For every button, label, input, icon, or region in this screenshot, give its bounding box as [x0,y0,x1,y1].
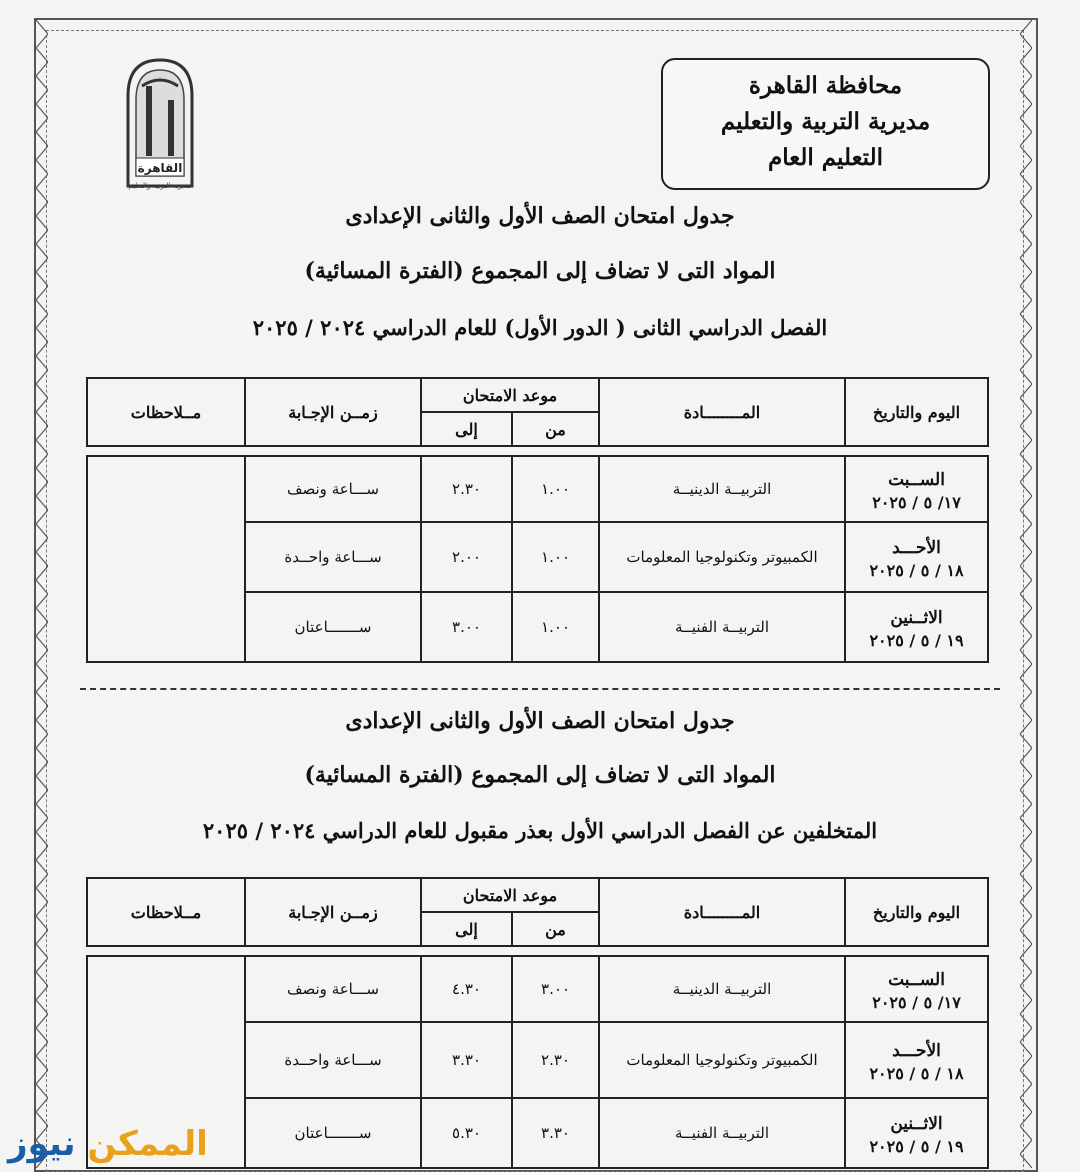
duration-cell: ســـــــاعتان [245,1098,421,1168]
exam-schedule-table-1 [86,377,989,663]
section-divider [80,688,1000,690]
header-subject: المــــــــادة [599,878,845,946]
duration-cell: ســـاعة واحــدة [245,1022,421,1098]
decorative-border-right [1020,20,1032,1168]
header-day-date: اليوم والتاريخ [845,378,988,446]
subject-cell: الكمبيوتر وتكنولوجيا المعلومات [599,522,845,592]
day-date-cell: الاثــنين ١٩ / ٥ / ٢٠٢٥ [845,592,988,662]
exam-schedule-table-2 [86,877,989,1169]
to-cell: ٣.٣٠ [421,1022,512,1098]
duration-cell: ســـاعة ونصف [245,956,421,1022]
site-watermark [8,1124,208,1166]
to-cell: ٤.٣٠ [421,956,512,1022]
from-cell: ١.٠٠ [512,592,599,662]
cairo-education-logo [122,56,198,192]
day-date-cell: الاثــنين ١٩ / ٥ / ٢٠٢٥ [845,1098,988,1168]
header-directorate: مديرية التربية والتعليم [720,108,931,135]
subject-cell: التربيــة الدينيــة [599,956,845,1022]
header-exam-time: موعد الامتحان [421,878,599,912]
to-cell: ٥.٣٠ [421,1098,512,1168]
svg-text:القاهرة: القاهرة [137,161,183,175]
to-cell: ٢.٣٠ [421,456,512,522]
from-cell: ٣.٣٠ [512,1098,599,1168]
header-from: من [512,412,599,446]
table-row [87,956,988,1022]
day-date-cell: الأحـــد ١٨ / ٥ / ٢٠٢٥ [845,1022,988,1098]
logo-caption: مديرية التربية والتعليم [128,182,192,190]
duration-cell: ســـاعة ونصف [245,456,421,522]
section1-title-line1: جدول امتحان الصف الأول والثانى الإعدادى [345,203,735,229]
duration-cell: ســـاعة واحــدة [245,522,421,592]
day-date-cell: الســبت ١٧/ ٥ / ٢٠٢٥ [845,456,988,522]
from-cell: ٢.٣٠ [512,1022,599,1098]
section1-title-line3: الفصل الدراسي الثانى ( الدور الأول) للعام الدراسي ٢٠٢٤ / ٢٠٢٥ [252,315,828,340]
duration-cell: ســـــــاعتان [245,592,421,662]
header-department: التعليم العام [767,144,884,171]
section2-title-line3: المتخلفين عن الفصل الدراسي الأول بعذر مقبول للعام الدراسي ٢٠٢٤ / ٢٠٢٥ [202,818,878,843]
from-cell: ١.٠٠ [512,522,599,592]
to-cell: ٢.٠٠ [421,522,512,592]
header-to: إلى [421,912,512,946]
day-date-cell: الأحـــد ١٨ / ٥ / ٢٠٢٥ [845,522,988,592]
header-exam-time: موعد الامتحان [421,378,599,412]
header-subject: المــــــــادة [599,378,845,446]
section2-title-line1: جدول امتحان الصف الأول والثانى الإعدادى [345,708,735,734]
header-from: من [512,912,599,946]
table-row [87,456,988,522]
header-notes: مــلاحظات [87,378,245,446]
header-duration: زمــن الإجـابة [245,878,421,946]
day-date-cell: الســبت ١٧/ ٥ / ٢٠٢٥ [845,956,988,1022]
header-notes: مــلاحظات [87,878,245,946]
watermark-part1: الممكن [87,1124,208,1164]
header-day-date: اليوم والتاريخ [845,878,988,946]
notes-cell [87,456,245,662]
subject-cell: التربيــة الفنيــة [599,1098,845,1168]
section2-title-line2: المواد التى لا تضاف إلى المجموع (الفترة المسائية) [304,762,776,788]
header-duration: زمــن الإجـابة [245,378,421,446]
subject-cell: التربيــة الدينيــة [599,456,845,522]
from-cell: ٣.٠٠ [512,956,599,1022]
header-governorate: محافظة القاهرة [748,72,903,99]
governorate-header [661,58,990,190]
to-cell: ٣.٠٠ [421,592,512,662]
section1-title-line2: المواد التى لا تضاف إلى المجموع (الفترة المسائية) [304,258,776,284]
header-to: إلى [421,412,512,446]
watermark-part2: نيوز [8,1124,76,1164]
subject-cell: الكمبيوتر وتكنولوجيا المعلومات [599,1022,845,1098]
from-cell: ١.٠٠ [512,456,599,522]
decorative-border-left [36,20,48,1168]
subject-cell: التربيــة الفنيــة [599,592,845,662]
